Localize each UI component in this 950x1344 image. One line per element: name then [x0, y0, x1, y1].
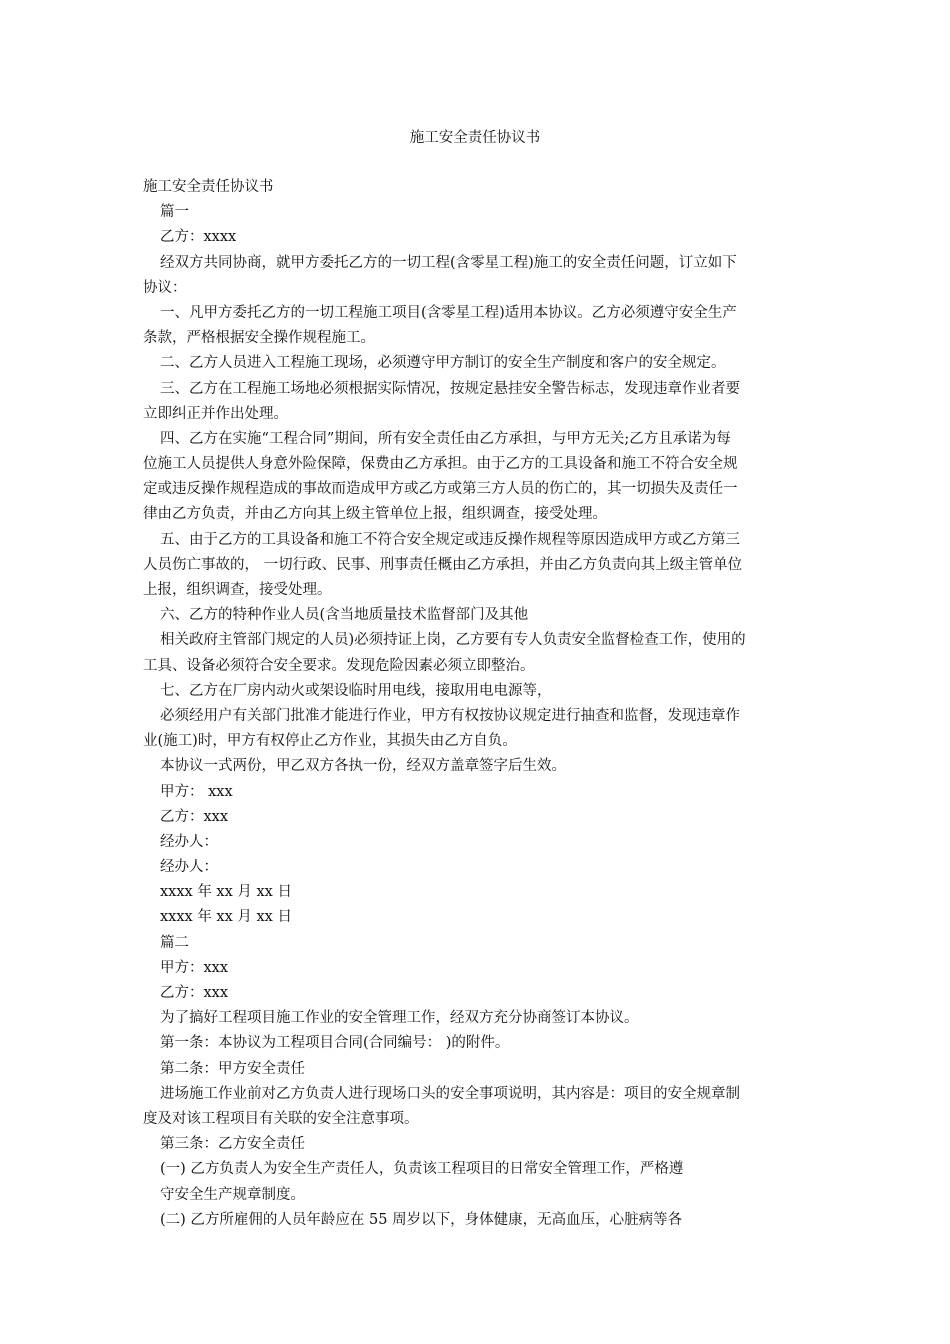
document-title: 施工安全责任协议书: [409, 130, 541, 146]
document-body: [143, 175, 811, 1233]
text-line: 六、乙方的特种作业人员(含当地质量技术监督部门及其他: [160, 607, 529, 624]
text-line: 协议：: [143, 279, 187, 296]
text-line: (一) 乙方负责人为安全生产责任人，负责该工程项目的日常安全管理工作，严格遵: [160, 1161, 684, 1178]
text-line: 本协议一式两份，甲乙双方各执一份，经双方盖章签字后生效。: [160, 758, 566, 775]
text-line: xxxx 年 xx 月 xx 日: [160, 884, 292, 901]
text-line: 立即纠正并作出处理。: [143, 405, 288, 422]
text-line: 篇一: [160, 204, 189, 221]
text-line: (二) 乙方所雇佣的人员年龄应在 55 周岁以下，身体健康，无高血压，心脏病等各: [160, 1211, 683, 1228]
text-line: 必须经用户有关部门批准才能进行作业，甲方有权按协议规定进行抽查和监督，发现违章作: [160, 707, 740, 724]
text-line: 乙方：xxx: [160, 808, 229, 825]
text-line: 篇二: [160, 934, 189, 951]
text-line: 五、由于乙方的工具设备和施工不符合安全规定或违反操作规程等原因造成甲方或乙方第三: [160, 531, 740, 548]
text-line: 七、乙方在厂房内动火或架设临时用电线，接取用电电源等，: [160, 682, 552, 699]
text-line: 上报，组织调查，接受处理。: [143, 582, 332, 598]
text-line: xxxx 年 xx 月 xx 日: [160, 909, 292, 926]
text-line: 乙方：xxxx: [160, 229, 237, 246]
text-line: 三、乙方在工程施工场地必须根据实际情况，按规定悬挂安全警告标志，发现违章作业者要: [160, 380, 740, 397]
text-line: 进场施工作业前对乙方负责人进行现场口头的安全事项说明，其内容是：项目的安全规章制: [160, 1085, 740, 1102]
text-line: 第二条：甲方安全责任: [160, 1060, 305, 1077]
text-line: 律由乙方负责，并由乙方向其上级主管单位上报，组织调查，接受处理。: [143, 506, 607, 523]
text-line: 守安全生产规章制度。: [160, 1186, 305, 1203]
text-line: 施工安全责任协议书: [143, 179, 274, 195]
text-line: 甲方：xxx: [160, 959, 229, 976]
text-line: 定或违反操作规程造成的事故而造成甲方或乙方或第三方人员的伤亡的，其一切损失及责任一: [143, 481, 738, 498]
text-line: 条款，严格根据安全操作规程施工。: [143, 330, 375, 347]
text-line: 四、乙方在实施“工程合同”期间，所有安全责任由乙方承担，与甲方无关;乙方且承诺为每: [160, 430, 731, 447]
text-line: 业(施工)时，甲方有权停止乙方作业，其损失由乙方自负。: [143, 733, 517, 750]
text-line: 位施工人员提供人身意外险保障，保费由乙方承担。由于乙方的工具设备和施工不符合安全规: [143, 456, 738, 473]
text-line: 第一条：本协议为工程项目合同(合同编号： )的附件。: [160, 1035, 510, 1052]
text-line: 度及对该工程项目有关联的安全注意事项。: [143, 1110, 419, 1127]
text-line: 经办人：: [160, 859, 218, 876]
text-line: 经双方共同协商，就甲方委托乙方的一切工程(含零星工程)施工的安全责任问题，订立如下: [160, 254, 737, 271]
text-line: 第三条：乙方安全责任: [160, 1136, 305, 1153]
text-line: 乙方：xxx: [160, 985, 229, 1001]
text-line: 甲方： xxx: [160, 783, 233, 800]
text-line: 人员伤亡事故的， 一切行政、民事、刑事责任概由乙方承担，并由乙方负责向其上级主管单位: [143, 556, 743, 573]
text-line: 一、凡甲方委托乙方的一切工程施工项目(含零星工程)适用本协议。乙方必须遵守安全生产: [160, 304, 737, 321]
text-line: 经办人：: [160, 833, 218, 850]
text-line: 二、乙方人员进入工程施工现场，必须遵守甲方制订的安全生产制度和客户的安全规定。: [160, 355, 726, 372]
text-line: 工具、设备必须符合安全要求。发现危险因素必须立即整治。: [143, 657, 535, 674]
text-line: 为了搞好工程项目施工作业的安全管理工作，经双方充分协商签订本协议。: [160, 1010, 639, 1027]
text-line: 相关政府主管部门规定的人员)必须持证上岗，乙方要有专人负责安全监督检查工作，使用的: [160, 632, 746, 649]
